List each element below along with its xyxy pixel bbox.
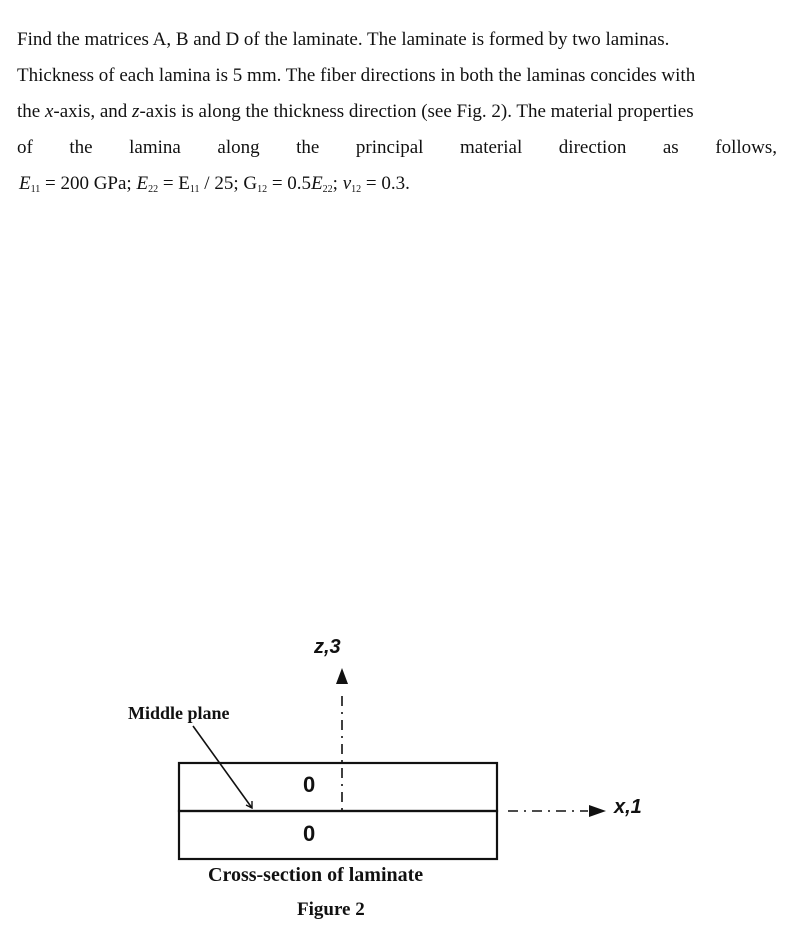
word: lamina	[129, 137, 181, 158]
problem-statement	[17, 22, 777, 202]
e11-symbol: E	[19, 173, 31, 194]
figure-title: Figure 2	[297, 899, 365, 920]
word: direction	[558, 137, 627, 158]
figure-2	[0, 620, 797, 939]
word: principal	[355, 137, 424, 158]
problem-line-1: Find the matrices A, B and D of the laminate. The laminate is formed by two laminas.	[17, 29, 670, 50]
problem-line-4	[17, 130, 777, 166]
middle-plane-leader	[193, 726, 252, 808]
material-properties: $E_{11} = 200$ GPa; $E_{22} = E_{11} / 25$; $G_{12} = 0.5E_{22}$; $\nu_{12} = 0.3$.	[19, 173, 410, 195]
word: of	[17, 137, 33, 158]
problem-line-2: Thickness of each lamina is 5 mm. The fiber directions in both the laminas concides with	[17, 65, 696, 86]
word: the	[296, 137, 320, 158]
problem-line-3: the x-axis, and z-axis is along the thickness direction (see Fig. 2). The material properties	[17, 101, 694, 122]
bottom-lamina-angle: 0	[303, 821, 316, 846]
x-axis-arrowhead	[589, 805, 606, 817]
top-lamina-angle: 0	[303, 772, 316, 797]
word: the	[69, 137, 93, 158]
x-axis-label: x,1	[614, 796, 642, 818]
e22-symbol: E	[136, 173, 149, 194]
word: material	[460, 137, 523, 158]
middle-plane-label: Middle plane	[128, 703, 230, 723]
word: follows,	[715, 137, 777, 158]
bottom-lamina	[179, 811, 497, 859]
word: as	[662, 137, 679, 158]
top-lamina	[179, 763, 497, 811]
figure-caption: Cross-section of laminate	[208, 864, 424, 886]
laminate-diagram	[0, 620, 797, 939]
g12-symbol: G	[243, 173, 258, 194]
word: along	[217, 137, 260, 158]
nu12-symbol: ν	[342, 173, 352, 194]
z-axis-label: z,3	[314, 636, 341, 658]
z-axis-arrowhead	[336, 668, 348, 684]
